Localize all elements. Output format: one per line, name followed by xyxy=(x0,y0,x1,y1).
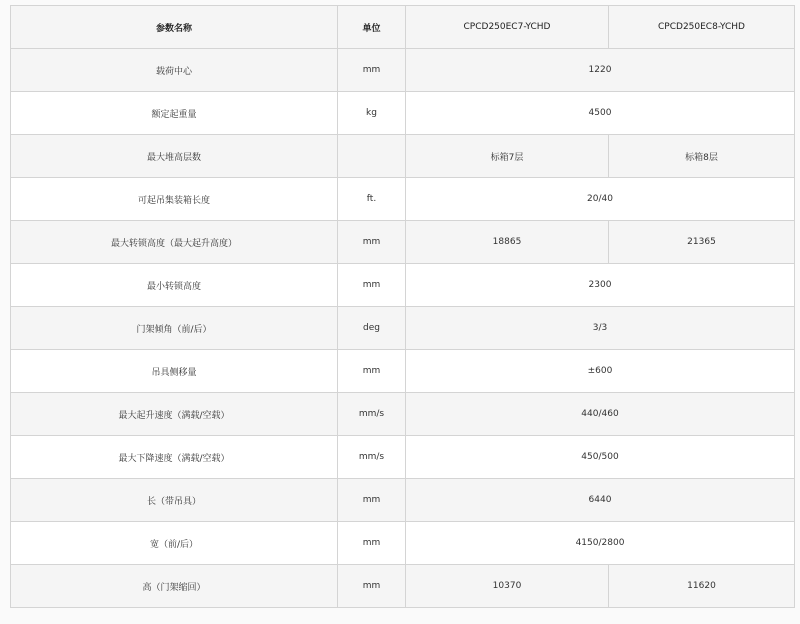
spec-table xyxy=(10,5,795,608)
row-unit xyxy=(338,135,406,178)
table-row xyxy=(11,221,795,264)
row-name: 高（门架缩回） xyxy=(11,565,338,608)
row-value-b: 21365 xyxy=(609,221,795,264)
row-value: 6440 xyxy=(406,479,795,522)
row-unit: mm xyxy=(338,49,406,92)
row-value-b: 11620 xyxy=(609,565,795,608)
table-row xyxy=(11,522,795,565)
row-name: 吊具侧移量 xyxy=(11,350,338,393)
row-unit: mm/s xyxy=(338,436,406,479)
table-row xyxy=(11,178,795,221)
table-row xyxy=(11,49,795,92)
row-name: 最小转锁高度 xyxy=(11,264,338,307)
row-unit: mm xyxy=(338,221,406,264)
row-value-a: 10370 xyxy=(406,565,609,608)
row-unit: ft. xyxy=(338,178,406,221)
row-name: 载荷中心 xyxy=(11,49,338,92)
header-param: 参数名称 xyxy=(11,6,338,49)
row-name: 最大转锁高度（最大起升高度） xyxy=(11,221,338,264)
row-unit: deg xyxy=(338,307,406,350)
header-model-a: CPCD250EC7-YCHD xyxy=(406,6,609,49)
row-name: 额定起重量 xyxy=(11,92,338,135)
row-value: 440/460 xyxy=(406,393,795,436)
table-row xyxy=(11,92,795,135)
table-row xyxy=(11,264,795,307)
row-value: 4500 xyxy=(406,92,795,135)
table-row xyxy=(11,393,795,436)
row-value-a: 18865 xyxy=(406,221,609,264)
row-name: 最大起升速度（满载/空载） xyxy=(11,393,338,436)
row-value: ±600 xyxy=(406,350,795,393)
row-unit: mm/s xyxy=(338,393,406,436)
row-value: 450/500 xyxy=(406,436,795,479)
table-row xyxy=(11,436,795,479)
row-unit: mm xyxy=(338,350,406,393)
header-unit: 单位 xyxy=(338,6,406,49)
table-row xyxy=(11,307,795,350)
row-value: 20/40 xyxy=(406,178,795,221)
row-name: 长（带吊具） xyxy=(11,479,338,522)
row-value: 3/3 xyxy=(406,307,795,350)
row-value-a: 标箱7层 xyxy=(406,135,609,178)
row-value: 4150/2800 xyxy=(406,522,795,565)
row-unit: mm xyxy=(338,479,406,522)
table-row xyxy=(11,350,795,393)
table-header-row xyxy=(11,6,795,49)
table-row xyxy=(11,479,795,522)
row-value-b: 标箱8层 xyxy=(609,135,795,178)
table-row xyxy=(11,135,795,178)
row-value: 2300 xyxy=(406,264,795,307)
row-unit: kg xyxy=(338,92,406,135)
row-name: 可起吊集装箱长度 xyxy=(11,178,338,221)
row-unit: mm xyxy=(338,522,406,565)
table-row xyxy=(11,565,795,608)
row-value: 1220 xyxy=(406,49,795,92)
row-unit: mm xyxy=(338,264,406,307)
row-name: 宽（前/后） xyxy=(11,522,338,565)
row-name: 最大下降速度（满载/空载） xyxy=(11,436,338,479)
row-name: 门架倾角（前/后） xyxy=(11,307,338,350)
row-unit: mm xyxy=(338,565,406,608)
row-name: 最大堆高层数 xyxy=(11,135,338,178)
header-model-b: CPCD250EC8-YCHD xyxy=(609,6,795,49)
